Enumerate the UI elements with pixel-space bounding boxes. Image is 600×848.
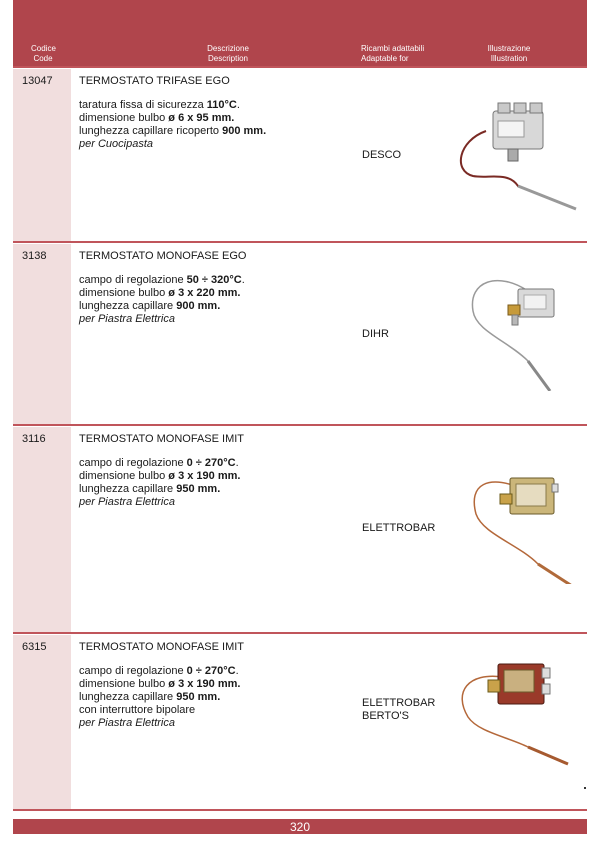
product-row bbox=[13, 424, 587, 632]
single-phase-thermostat-icon bbox=[448, 464, 588, 584]
row-divider bbox=[13, 241, 587, 243]
adaptable-for: DESCO bbox=[362, 149, 402, 161]
product-specs: taratura fissa di sicurezza 110°C. dimensione bulbo ø 6 x 95 mm. lunghezza capillare ricoperto 900 mm. per Cuocipasta bbox=[79, 99, 267, 150]
page-number: 320 bbox=[289, 820, 311, 834]
product-title: TERMOSTATO MONOFASE IMIT bbox=[79, 433, 245, 445]
product-specs: campo di regolazione 50 ÷ 320°C. dimensione bulbo ø 3 x 220 mm. lunghezza capillare 900 mm. per Piastra Elettrica bbox=[79, 274, 245, 325]
product-title: TERMOSTATO TRIFASE EGO bbox=[79, 75, 230, 87]
table-bottom-rule bbox=[13, 809, 587, 811]
product-code: 3116 bbox=[22, 433, 46, 445]
adaptable-for: DIHR bbox=[362, 328, 389, 340]
product-code: 6315 bbox=[22, 641, 47, 653]
three-phase-thermostat-icon bbox=[448, 91, 588, 211]
page-footer bbox=[13, 819, 587, 834]
header-description: Descrizione Description bbox=[207, 44, 249, 63]
code-column bbox=[13, 635, 71, 809]
row-divider bbox=[13, 424, 587, 426]
code-column bbox=[13, 244, 71, 424]
product-code: 13047 bbox=[22, 75, 53, 87]
header-code: Codice Code bbox=[31, 44, 56, 63]
stray-mark bbox=[584, 787, 586, 789]
bipolar-switch-thermostat-icon bbox=[448, 652, 588, 772]
product-row bbox=[13, 66, 587, 241]
product-specs: campo di regolazione 0 ÷ 270°C. dimensione bulbo ø 3 x 190 mm. lunghezza capillare 950 mm. con interruttore bipolare per Piastra Elettrica bbox=[79, 665, 241, 729]
code-column bbox=[13, 69, 71, 241]
table-header bbox=[13, 0, 587, 66]
adaptable-for: ELETTROBAR BERTO'S bbox=[362, 697, 436, 722]
product-specs: campo di regolazione 0 ÷ 270°C. dimensione bulbo ø 3 x 190 mm. lunghezza capillare 950 mm. per Piastra Elettrica bbox=[79, 457, 241, 508]
product-row bbox=[13, 241, 587, 424]
row-divider bbox=[13, 66, 587, 68]
product-title: TERMOSTATO MONOFASE IMIT bbox=[79, 641, 245, 653]
single-phase-thermostat-icon bbox=[448, 271, 588, 391]
product-code: 3138 bbox=[22, 250, 47, 262]
header-illustration: Illustrazione Illustration bbox=[487, 44, 531, 63]
header-adaptable: Ricambi adattabili Adaptable for bbox=[361, 44, 425, 63]
product-row bbox=[13, 632, 587, 809]
adaptable-for: ELETTROBAR bbox=[362, 522, 436, 534]
row-divider bbox=[13, 632, 587, 634]
code-column bbox=[13, 427, 71, 632]
product-title: TERMOSTATO MONOFASE EGO bbox=[79, 250, 247, 262]
